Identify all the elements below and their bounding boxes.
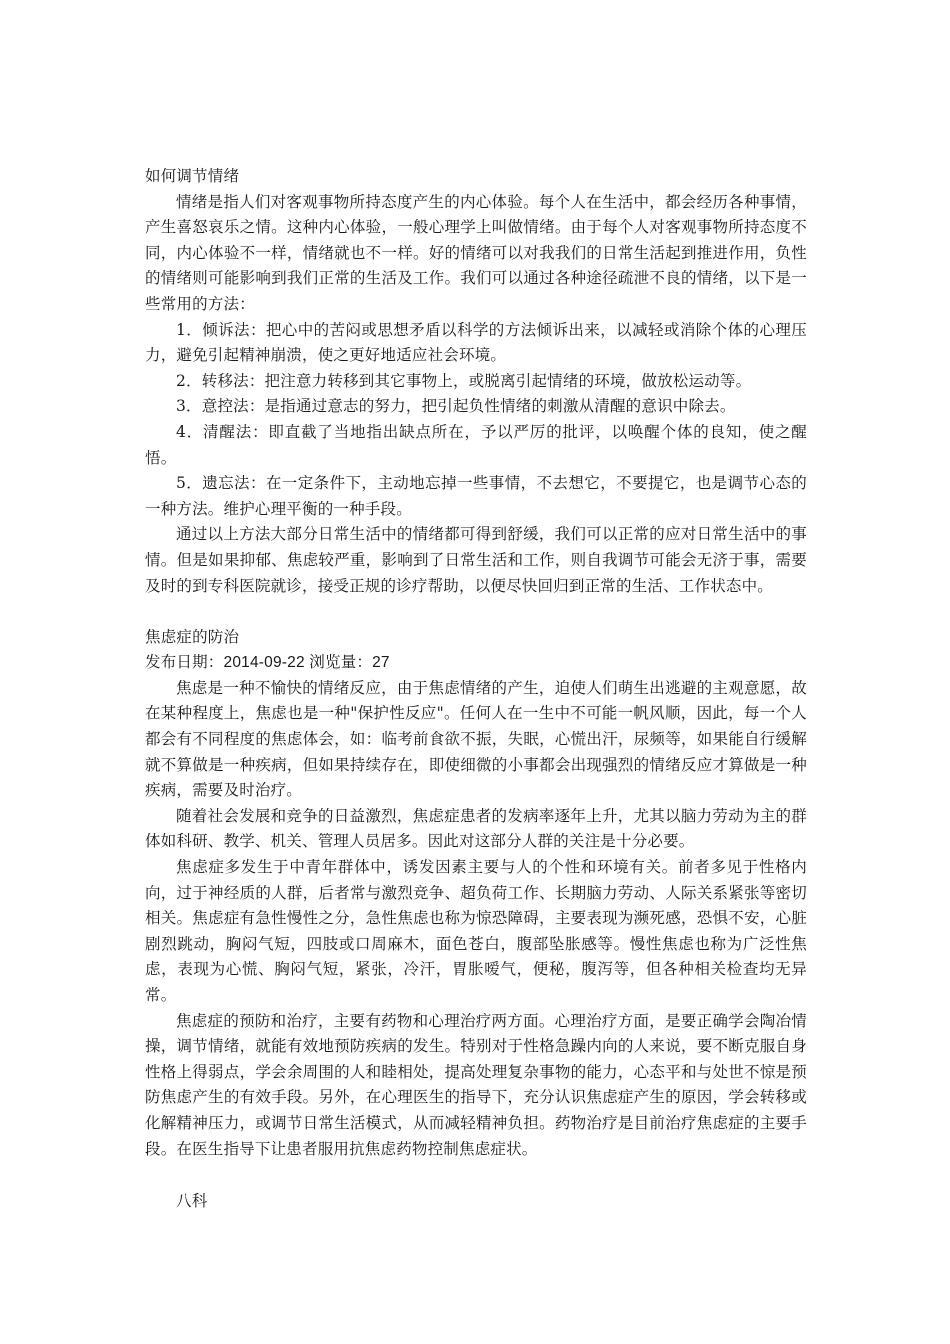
article-1-intro: 情绪是指人们对客观事物所持态度产生的内心体验。每个人在生活中，都会经历各种事情，产生喜怒哀乐之情。这种内心体验，一般心理学上叫做情绪。由于每个人对客观事物所持态度不同，内心体验不一样，情绪就也不一样。好的情绪可以对我我们的日常生活起到推进作用，负性的情绪则可能影响到我们正常的生活及工作。我们可以通过各种途径疏泄不良的情绪，以下是一些常用的方法： <box>145 192 807 313</box>
method-4: 4．清醒法：即直截了当地指出缺点所在，予以严厉的批评，以唤醒个体的良知，使之醒悟。 <box>145 422 807 467</box>
footer-text: 八科 <box>176 1192 208 1211</box>
section-spacer <box>145 599 807 625</box>
method-3: 3．意控法：是指通过意志的努力，把引起负性情绪的刺激从清醒的意识中除去。 <box>176 397 736 416</box>
article-2-paragraph-2: 随着社会发展和竞争的日益激烈，焦虑症患者的发病率逐年上升，尤其以脑力劳动为主的群体如科研、教学、机关、管理人员居多。因此对这部分人群的关注是十分必要。 <box>145 806 807 851</box>
article-2-meta: 发布日期：2014-09-22 浏览量：27 <box>145 654 390 672</box>
article-1-title: 如何调节情绪 <box>145 167 240 185</box>
article-2-title: 焦虑症的防治 <box>145 627 240 646</box>
document-page <box>145 164 807 1215</box>
method-1: 1．倾诉法：把心中的苦闷或思想矛盾以科学的方法倾诉出来，以减轻或消除个体的心理压力，避免引起精神崩溃，使之更好地适应社会环境。 <box>145 320 807 365</box>
article-1-conclusion: 通过以上方法大部分日常生活中的情绪都可得到舒缓，我们可以正常的应对日常生活中的事情。但是如果抑郁、焦虑较严重，影响到了日常生活和工作，则自我调节可能会无济于事，需要及时的到专科医院就诊，接受正规的诊疗帮助，以便尽快回归到正常的生活、工作状态中。 <box>145 525 807 595</box>
article-2-paragraph-3: 焦虑症多发生于中青年群体中，诱发因素主要与人的个性和环境有关。前者多见于性格内向，过于神经质的人群，后者常与激烈竞争、超负荷工作、长期脑力劳动、人际关系紧张等密切相关。焦虑症有急性慢性之分，急性焦虑也称为惊恐障碍，主要表现为濒死感，恐惧不安，心脏剧烈跳动，胸闷气短，四肢或口周麻木，面色苍白，腹部坠胀感等。慢性焦虑也称为广泛性焦虑，表现为心慌、胸闷气短，紧张，冷汗，胃胀嗳气，便秘，腹泻等，但各种相关检查均无异常。 <box>145 858 807 1004</box>
footer-spacer <box>145 1162 807 1189</box>
article-2-paragraph-1: 焦虑是一种不愉快的情绪反应，由于焦虑情绪的产生，迫使人们萌生出逃避的主观意愿，故在某种程度上，焦虑也是一种"保护性反应"。任何人在一生中不可能一帆风顺，因此，每一个人都会有不同程度的焦虑体会，如：临考前食欲不振，失眠，心慌出汗，尿频等，如果能自行缓解就不算做是一种疾病，但如果持续存在，即使细微的小事都会出现强烈的情绪反应才算做是一种疾病，需要及时治疗。 <box>145 678 807 800</box>
method-5: 5．遗忘法：在一定条件下，主动地忘掉一些事情，不去想它，不要提它，也是调节心态的一种方法。维护心理平衡的一种手段。 <box>145 474 807 518</box>
method-2: 2．转移法：把注意力转移到其它事物上，或脱离引起情绪的环境，做放松运动等。 <box>176 371 752 390</box>
article-2-paragraph-4: 焦虑症的预防和治疗，主要有药物和心理治疗两方面。心理治疗方面，是要正确学会陶冶情操，调节情绪，就能有效地预防疾病的发生。特别对于性格急躁内向的人来说，要不断克服自身性格上得弱点，学会余周围的人和睦相处，提高处理复杂事物的能力，心态平和与处世不惊是预防焦虑产生的有效手段。另外，在心理医生的指导下，充分认识焦虑症产生的原因，学会转移或化解精神压力，或调节日常生活模式，从而减轻精神负担。药物治疗是目前治疗焦虑症的主要手段。在医生指导下让患者服用抗焦虑药物控制焦虑症状。 <box>145 1011 807 1158</box>
